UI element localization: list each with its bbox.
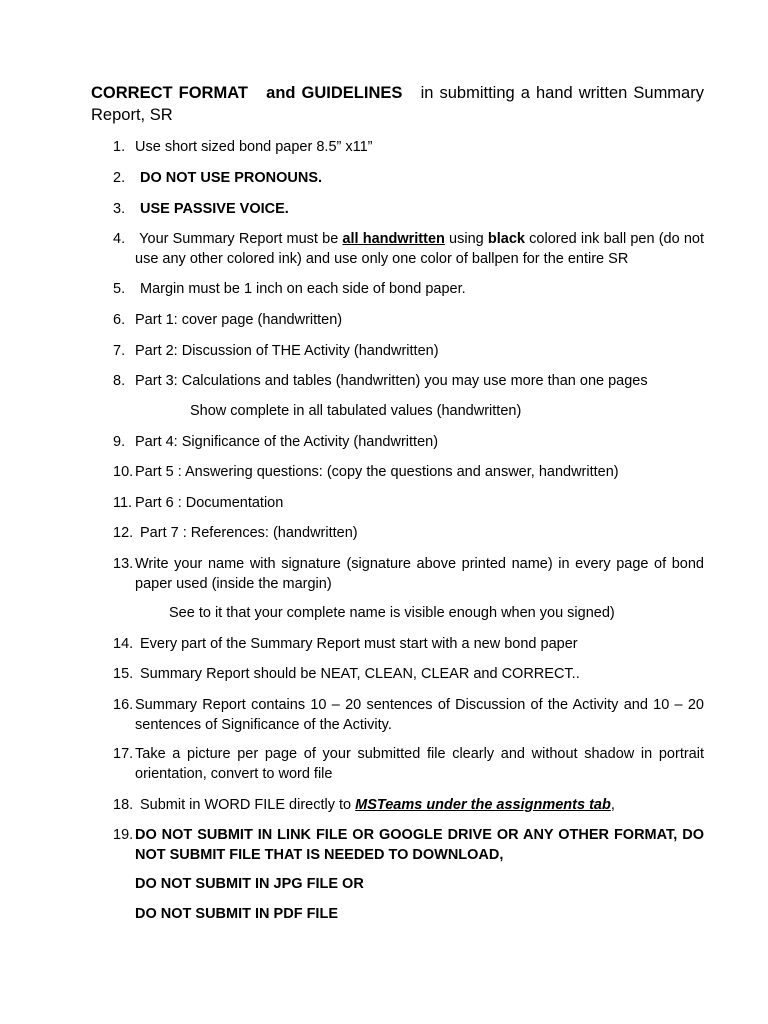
list-item-19 (113, 825, 704, 865)
list-item-5 (113, 279, 704, 299)
list-item-13 (113, 554, 704, 594)
item-text: DO NOT USE PRONOUNS. (140, 170, 323, 186)
item-number: 18. (113, 797, 134, 813)
item-number: 16. (113, 697, 134, 713)
list-item-9 (113, 432, 704, 452)
list-item-7 (113, 341, 704, 361)
item-text: Every part of the Summary Report must start with a new bond paper (140, 636, 578, 652)
item-19-extra-line-1: DO NOT SUBMIT IN JPG FILE OR (135, 876, 364, 892)
item-text: Summary Report contains 10 – 20 sentences of Discussion of the Activity and 10 – 20 sentences of Significance of the Activity. (135, 697, 704, 733)
list-item-12 (113, 523, 704, 543)
item-number: 4. (113, 231, 126, 247)
item-number: 3. (113, 201, 126, 217)
item-19-extra-line-2: DO NOT SUBMIT IN PDF FILE (135, 906, 338, 922)
item-text: Part 7 : References: (handwritten) (140, 525, 358, 541)
item-number: 15. (113, 666, 134, 682)
list-item-16 (113, 695, 704, 735)
list-item-14 (113, 634, 704, 654)
list-item-1 (113, 137, 704, 157)
item-text: Your Summary Report must be all handwritten using black colored ink ball pen (do not use any other colored ink) and use only one color of ballpen for the entire SR (135, 231, 704, 267)
emphasis-black: black (487, 231, 525, 247)
item-number: 6. (113, 312, 126, 328)
item-text: Summary Report should be NEAT, CLEAN, CLEAR and CORRECT.. (140, 666, 580, 682)
list-item-10 (113, 462, 704, 482)
item-text: Part 2: Discussion of THE Activity (handwritten) (135, 343, 439, 359)
title-bold-part-1: CORRECT FORMAT (91, 84, 248, 102)
item-text: DO NOT SUBMIT IN LINK FILE OR GOOGLE DRIVE OR ANY OTHER FORMAT, DO NOT SUBMIT FILE THAT IS NEEDED TO DOWNLOAD, (135, 827, 704, 863)
list-item-18 (113, 795, 704, 815)
item-text: Part 4: Significance of the Activity (handwritten) (135, 434, 439, 450)
item-number: 10. (113, 464, 134, 480)
item-text: Submit in WORD FILE directly to MSTeams under the assignments tab, (140, 797, 615, 813)
list-item-15 (113, 664, 704, 684)
item-text: Write your name with signature (signature above printed name) in every page of bond paper used (inside the margin) (135, 556, 704, 592)
list-item-2 (113, 168, 704, 188)
document-title (91, 82, 704, 126)
emphasis-msteams: MSTeams under the assignments tab (355, 797, 611, 813)
item-number: 14. (113, 636, 134, 652)
list-item-17 (113, 744, 704, 784)
item-number: 19. (113, 827, 134, 843)
item-text: USE PASSIVE VOICE. (140, 201, 289, 217)
item-text: Margin must be 1 inch on each side of bond paper. (140, 281, 466, 297)
list-item-4 (113, 229, 704, 269)
item-number: 12. (113, 525, 134, 541)
item-text: Part 3: Calculations and tables (handwritten) you may use more than one pages (135, 373, 648, 389)
list-item-3 (113, 199, 704, 219)
list-item-11 (113, 493, 704, 513)
list-item-8 (113, 371, 704, 391)
item-number: 8. (113, 373, 126, 389)
title-rest: in submitting a hand written Summary Report, SR (91, 84, 704, 124)
item-number: 13. (113, 556, 134, 572)
item-text: Use short sized bond paper 8.5” x11” (135, 139, 373, 155)
item-text: Take a picture per page of your submitted file clearly and without shadow in portrait orientation, convert to word file (135, 746, 704, 782)
item-number: 11. (113, 495, 133, 511)
item-13-subline: See to it that your complete name is visible enough when you signed) (169, 605, 615, 621)
title-bold-part-2: and GUIDELINES (266, 84, 403, 102)
item-text: Part 1: cover page (handwritten) (135, 312, 343, 328)
item-number: 7. (113, 343, 126, 359)
item-number: 1. (113, 139, 126, 155)
item-number: 5. (113, 281, 126, 297)
list-item-6 (113, 310, 704, 330)
item-text: Part 5 : Answering questions: (copy the questions and answer, handwritten) (135, 464, 619, 480)
item-number: 17. (113, 746, 134, 762)
item-number: 2. (113, 170, 126, 186)
emphasis-all-handwritten: all handwritten (342, 231, 445, 247)
item-text: Part 6 : Documentation (135, 495, 284, 511)
item-8-subline: Show complete in all tabulated values (handwritten) (190, 403, 522, 419)
item-number: 9. (113, 434, 126, 450)
